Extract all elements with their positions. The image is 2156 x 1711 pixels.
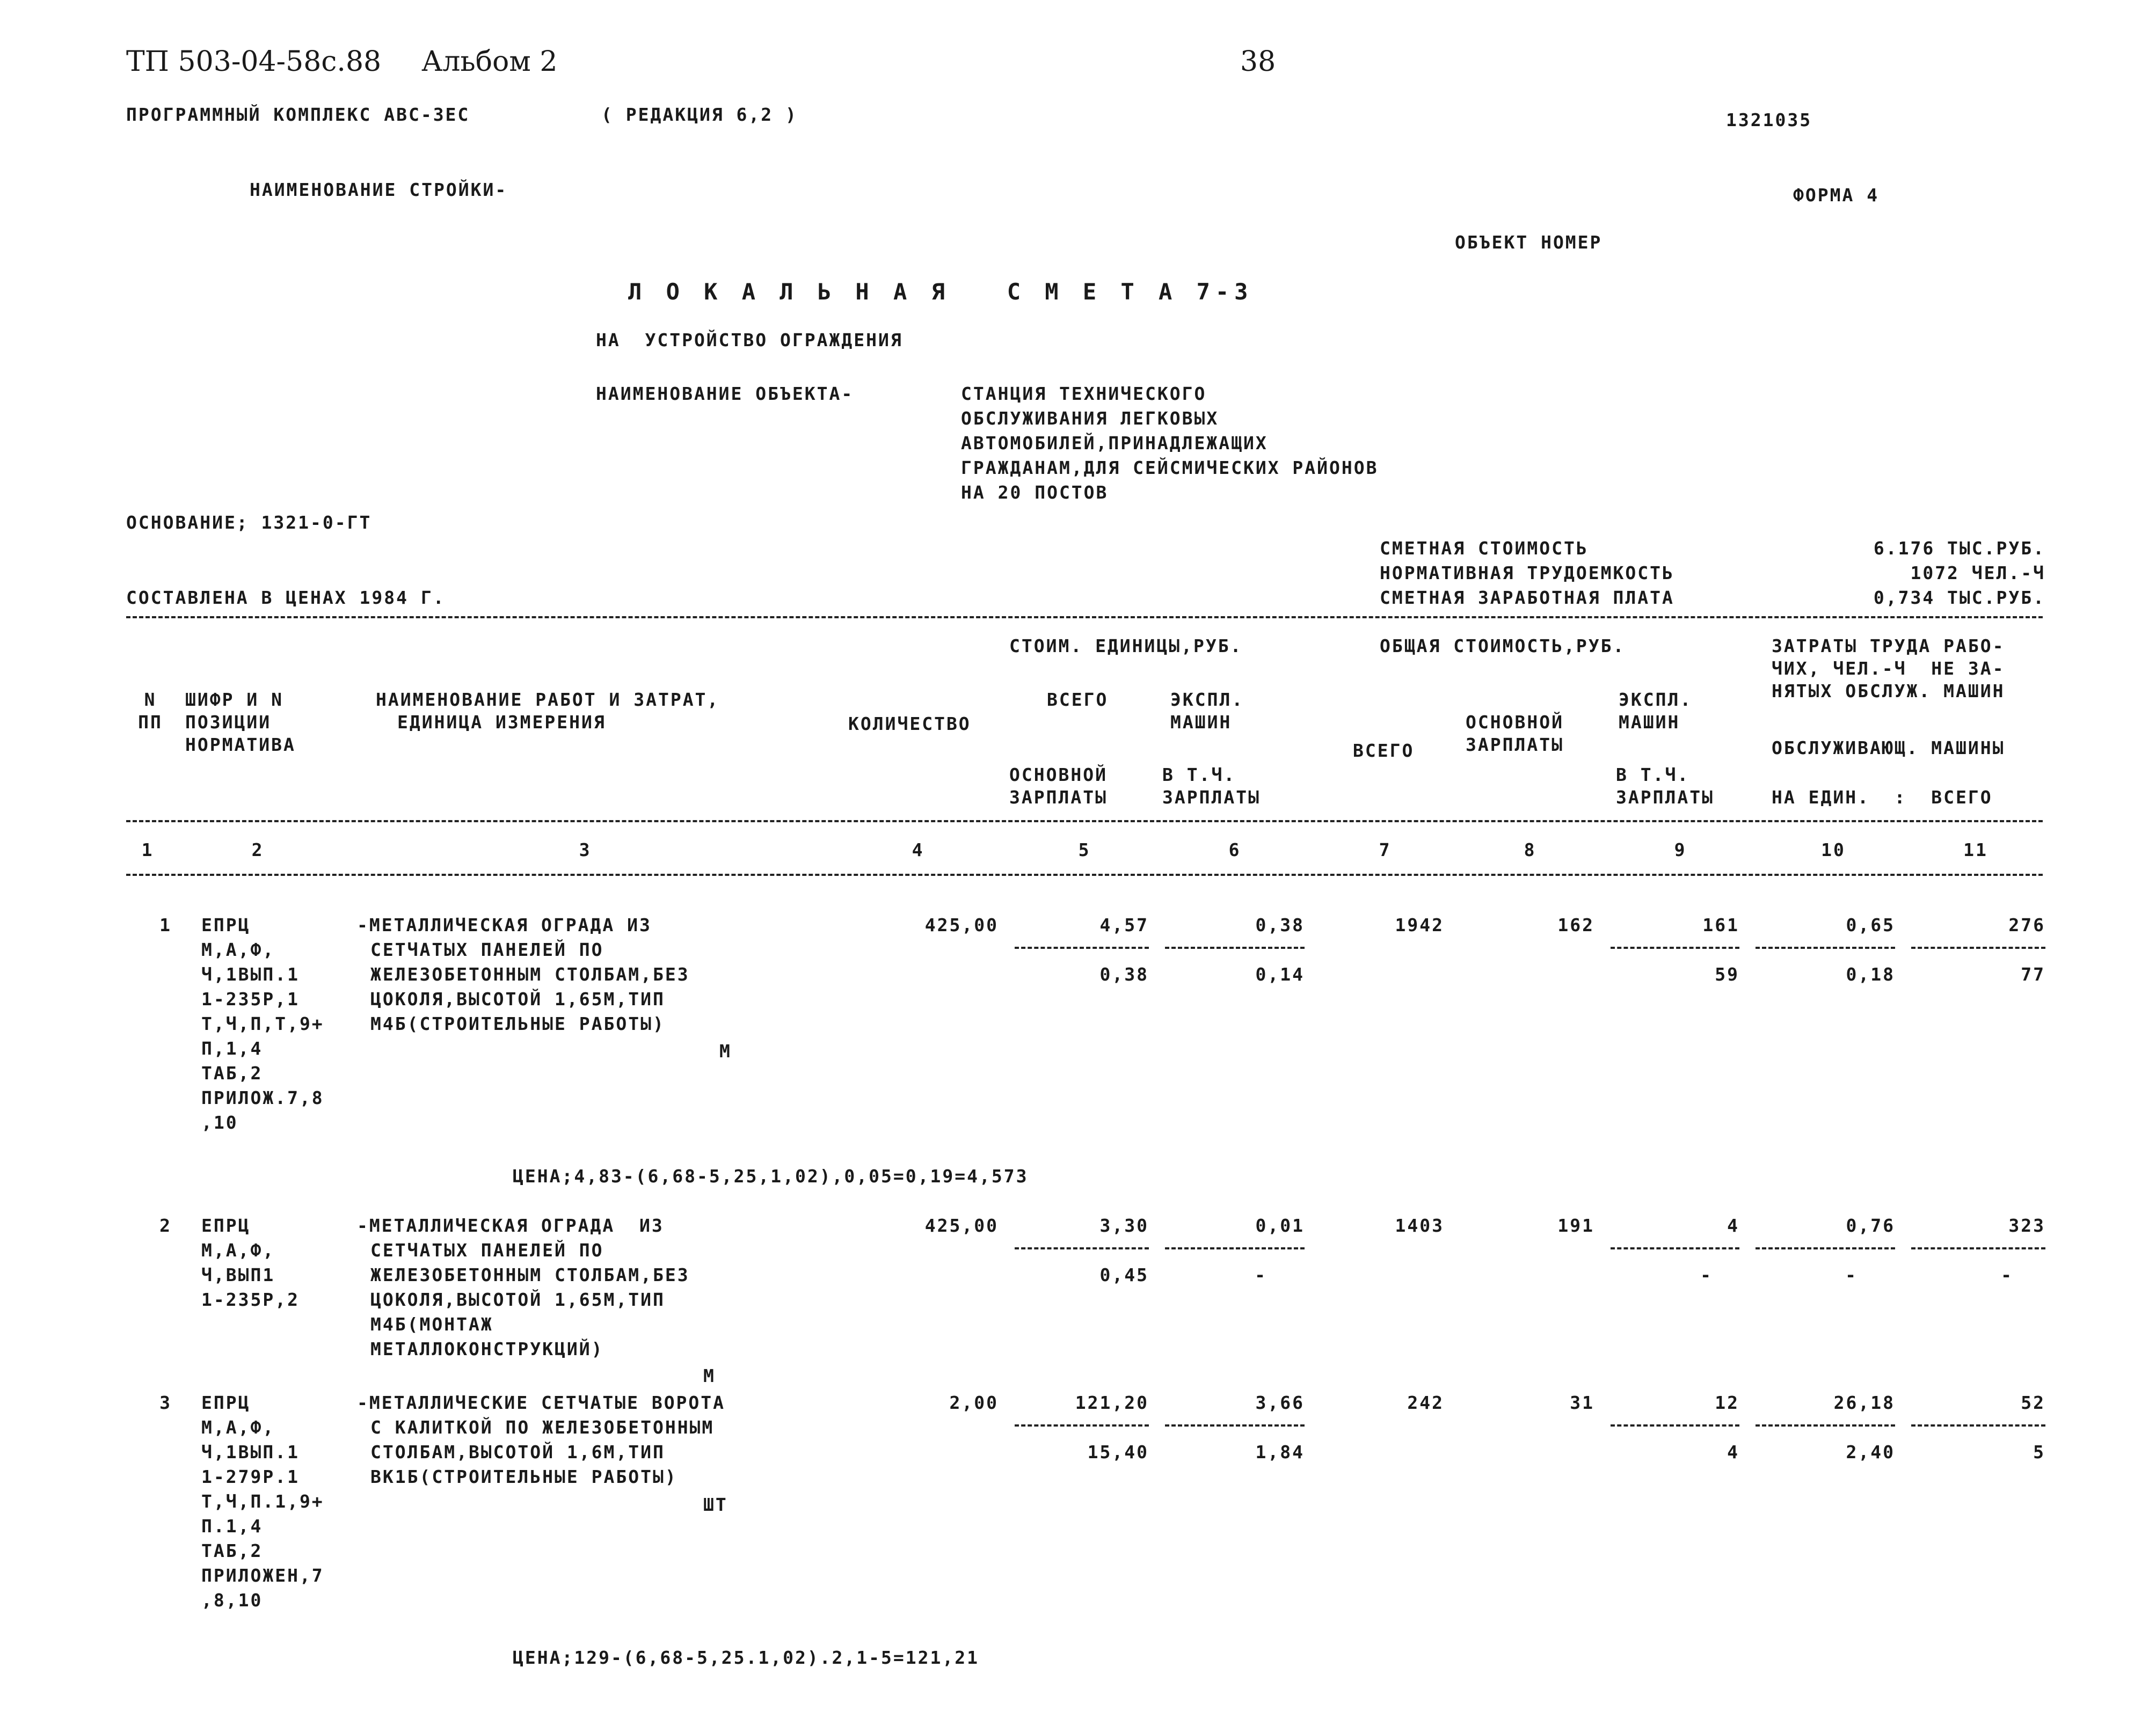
row-code: ,8,10 <box>201 1590 263 1611</box>
header-unit-expl: ЭКСПЛ. <box>1170 689 1244 710</box>
cell-divider <box>1015 1424 1149 1427</box>
cell-divider <box>1015 947 1149 949</box>
header-n: ПП <box>138 712 163 733</box>
row-labor-unit: 0,65 <box>1846 915 1895 935</box>
row-unit-total: 3,30 <box>1099 1215 1149 1236</box>
cell-divider <box>1611 947 1739 949</box>
program-name: ПРОГРАММНЫЙ КОМПЛЕКС АВС-3ЕС <box>126 104 470 125</box>
summary-value: 0,734 ТЫС.РУБ. <box>1873 587 2045 608</box>
album-label: Альбом 2 <box>421 46 558 78</box>
object-number-label: ОБЪЕКТ НОМЕР <box>1455 232 1603 253</box>
header-labor: ЧИХ, ЧЕЛ.-Ч НЕ ЗА- <box>1772 658 2005 679</box>
construction-label: НАИМЕНОВАНИЕ СТРОЙКИ- <box>250 179 508 200</box>
row-code: Ч,ВЫП1 <box>201 1264 275 1285</box>
cell-divider <box>1611 1247 1739 1249</box>
header-unit-total: ВСЕГО <box>1047 689 1109 710</box>
row-code: ПРИЛОЖЕН,7 <box>201 1565 324 1586</box>
price-note: ЦЕНА;129-(6,68-5,25.1,02).2,1-5=121,21 <box>513 1647 979 1668</box>
row-code: М,А,Ф, <box>201 1417 275 1438</box>
header-total: ВСЕГО <box>1353 740 1415 761</box>
row-total: 242 <box>1407 1392 1444 1413</box>
row-code: Т,Ч,П.1,9+ <box>201 1491 324 1512</box>
column-number: 10 <box>1821 839 1846 860</box>
row-code: ТАБ,2 <box>201 1063 263 1084</box>
row-unit-incl-wage: - <box>1255 1264 1267 1285</box>
row-unit-expl: 0,01 <box>1255 1215 1305 1236</box>
row-code: ЕПРЦ <box>201 915 251 935</box>
row-labor-unit-b: 2,40 <box>1846 1442 1895 1463</box>
cell-divider <box>1911 1424 2045 1427</box>
cell-divider <box>1015 1247 1149 1249</box>
row-code: 1-235Р,2 <box>201 1289 300 1310</box>
column-number: 7 <box>1379 839 1392 860</box>
column-number: 8 <box>1524 839 1536 860</box>
object-line: НА 20 ПОСТОВ <box>961 482 1109 503</box>
object-line: ГРАЖДАНАМ,ДЛЯ СЕЙСМИЧЕСКИХ РАЙОНОВ <box>961 457 1379 478</box>
header-name: НАИМЕНОВАНИЕ РАБОТ И ЗАТРАТ, <box>376 689 720 710</box>
row-code: ,10 <box>201 1112 238 1133</box>
header-base-wage: ЗАРПЛАТЫ <box>1466 734 1564 755</box>
row-unit: М <box>703 1365 716 1386</box>
row-unit-expl: 0,38 <box>1255 915 1305 935</box>
row-labor-unit-b: - <box>1845 1264 1858 1285</box>
row-code: 1-279Р.1 <box>201 1466 300 1487</box>
row-unit-base-wage: 0,45 <box>1099 1264 1149 1285</box>
column-number: 5 <box>1078 839 1091 860</box>
cell-divider <box>1756 1247 1895 1249</box>
price-note: ЦЕНА;4,83-(6,68-5,25,1,02),0,05=0,19=4,573 <box>513 1166 1029 1187</box>
header-expl-wage: В Т.Ч. <box>1616 764 1690 785</box>
form-label: ФОРМА 4 <box>1793 185 1880 206</box>
row-code: ПРИЛОЖ.7,8 <box>201 1087 324 1108</box>
row-unit-total: 4,57 <box>1099 915 1149 935</box>
row-name: -МЕТАЛЛИЧЕСКАЯ ОГРАДА ИЗ <box>357 915 652 935</box>
row-name: СЕТЧАТЫХ ПАНЕЛЕЙ ПО <box>370 939 604 960</box>
row-labor-total-b: - <box>2001 1264 2013 1285</box>
header-quantity: КОЛИЧЕСТВО <box>848 713 971 734</box>
row-code: ЕПРЦ <box>201 1392 251 1413</box>
cell-divider <box>1911 947 2045 949</box>
row-name: СЕТЧАТЫХ ПАНЕЛЕЙ ПО <box>370 1240 604 1261</box>
row-name: М4Б(СТРОИТЕЛЬНЫЕ РАБОТЫ) <box>370 1013 665 1034</box>
header-total-cost: ОБЩАЯ СТОИМОСТЬ,РУБ. <box>1380 635 1626 656</box>
row-code: 1-235Р,1 <box>201 989 300 1010</box>
row-quantity: 425,00 <box>924 915 999 935</box>
page-number: 38 <box>1240 46 1276 78</box>
cell-divider <box>1756 1424 1895 1427</box>
row-unit-incl-wage: 0,14 <box>1255 964 1305 985</box>
row-name: С КАЛИТКОЙ ПО ЖЕЛЕЗОБЕТОННЫМ <box>370 1417 715 1438</box>
header-base-wage: ОСНОВНОЙ <box>1466 712 1564 733</box>
row-name: СТОЛБАМ,ВЫСОТОЙ 1,6М,ТИП <box>370 1442 665 1463</box>
row-name: ЦОКОЛЯ,ВЫСОТОЙ 1,65М,ТИП <box>370 1289 665 1310</box>
column-number: 6 <box>1228 839 1241 860</box>
row-code: Ч,1ВЫП.1 <box>201 964 300 985</box>
document-code: 1321035 <box>1726 109 1812 130</box>
header-unit-base-wage: ОСНОВНОЙ <box>1009 764 1108 785</box>
column-number: 9 <box>1674 839 1687 860</box>
cell-divider <box>1756 947 1895 949</box>
cell-divider <box>1165 1247 1305 1249</box>
header-unit-incl-wage: В Т.Ч. <box>1162 764 1236 785</box>
row-total: 1942 <box>1395 915 1444 935</box>
row-code: М,А,Ф, <box>201 1240 275 1261</box>
summary-label: НОРМАТИВНАЯ ТРУДОЕМКОСТЬ <box>1380 562 1674 583</box>
row-unit: ШТ <box>703 1494 728 1515</box>
row-unit: М <box>719 1041 732 1062</box>
object-label: НАИМЕНОВАНИЕ ОБЪЕКТА- <box>596 383 854 404</box>
row-name: ЖЕЛЕЗОБЕТОННЫМ СТОЛБАМ,БЕЗ <box>370 1264 690 1285</box>
row-code: Ч,1ВЫП.1 <box>201 1442 300 1463</box>
row-labor-total: 52 <box>2021 1392 2045 1413</box>
row-expl: 12 <box>1715 1392 1739 1413</box>
summary-value: 6.176 ТЫС.РУБ. <box>1873 538 2045 559</box>
cell-divider <box>1165 1424 1305 1427</box>
summary-label: СМЕТНАЯ СТОИМОСТЬ <box>1380 538 1589 559</box>
header-unit-expl: МАШИН <box>1170 712 1232 733</box>
summary-value: 1072 ЧЕЛ.-Ч <box>1910 562 2045 583</box>
cell-divider <box>1611 1424 1739 1427</box>
column-number: 3 <box>579 839 592 860</box>
row-quantity: 2,00 <box>949 1392 999 1413</box>
row-code: П,1,4 <box>201 1038 263 1059</box>
row-expl-wage: - <box>1700 1264 1713 1285</box>
header-unit-base-wage: ЗАРПЛАТЫ <box>1009 787 1108 808</box>
column-number: 11 <box>1963 839 1988 860</box>
column-number: 2 <box>251 839 264 860</box>
row-unit-base-wage: 15,40 <box>1087 1442 1149 1463</box>
prices-year: СОСТАВЛЕНА В ЦЕНАХ 1984 Г. <box>126 587 446 608</box>
row-labor-total: 276 <box>2008 915 2045 935</box>
row-base-wage: 191 <box>1557 1215 1594 1236</box>
row-code: ЕПРЦ <box>201 1215 251 1236</box>
header-code: ПОЗИЦИИ <box>185 712 272 733</box>
table-rule <box>126 874 2043 876</box>
row-code: Т,Ч,П,Т,9+ <box>201 1013 324 1034</box>
estimate-title: Л О К А Л Ь Н А Я С М Е Т А 7-3 <box>628 279 1254 305</box>
cell-divider <box>1165 947 1305 949</box>
header-labor: ЗАТРАТЫ ТРУДА РАБО- <box>1772 635 2005 656</box>
row-expl-wage: 59 <box>1715 964 1739 985</box>
program-revision: ( РЕДАКЦИЯ 6,2 ) <box>601 104 798 125</box>
summary-label: СМЕТНАЯ ЗАРАБОТНАЯ ПЛАТА <box>1380 587 1674 608</box>
column-number: 4 <box>912 839 924 860</box>
row-name: ЦОКОЛЯ,ВЫСОТОЙ 1,65М,ТИП <box>370 989 665 1010</box>
row-name: ВК1Б(СТРОИТЕЛЬНЫЕ РАБОТЫ) <box>370 1466 678 1487</box>
row-expl: 161 <box>1702 915 1739 935</box>
header-labor: НЯТЫХ ОБСЛУЖ. МАШИН <box>1772 681 2005 701</box>
row-name: ЖЕЛЕЗОБЕТОННЫМ СТОЛБАМ,БЕЗ <box>370 964 690 985</box>
row-name: М4Б(МОНТАЖ <box>370 1314 493 1335</box>
row-labor-total: 323 <box>2008 1215 2045 1236</box>
basis-label: ОСНОВАНИЕ; 1321-0-ГТ <box>126 512 372 533</box>
table-rule <box>126 616 2043 618</box>
header-unit-cost: СТОИМ. ЕДИНИЦЫ,РУБ. <box>1009 635 1243 656</box>
header-unit-incl-wage: ЗАРПЛАТЫ <box>1162 787 1261 808</box>
header-n: N <box>144 689 157 710</box>
header-expl: ЭКСПЛ. <box>1619 689 1693 710</box>
table-rule <box>126 820 2043 822</box>
row-labor-unit: 0,76 <box>1846 1215 1895 1236</box>
document-id: ТП 503-04-58с.88 <box>126 46 382 78</box>
header-expl-wage: ЗАРПЛАТЫ <box>1616 787 1714 808</box>
header-name: ЕДИНИЦА ИЗМЕРЕНИЯ <box>397 712 606 733</box>
row-quantity: 425,00 <box>924 1215 999 1236</box>
row-number: 1 <box>159 915 172 935</box>
header-code: НОРМАТИВА <box>185 734 296 755</box>
row-name: -МЕТАЛЛИЧЕСКИЕ СЕТЧАТЫЕ ВОРОТА <box>357 1392 726 1413</box>
row-unit-base-wage: 0,38 <box>1099 964 1149 985</box>
header-labor: НА ЕДИН. : ВСЕГО <box>1772 787 1993 808</box>
estimate-subtitle: НА УСТРОЙСТВО ОГРАЖДЕНИЯ <box>596 330 903 350</box>
row-number: 2 <box>159 1215 172 1236</box>
row-unit-total: 121,20 <box>1075 1392 1149 1413</box>
header-labor: ОБСЛУЖИВАЮЩ. МАШИНЫ <box>1772 737 2005 758</box>
row-base-wage: 31 <box>1570 1392 1594 1413</box>
row-code: ТАБ,2 <box>201 1540 263 1561</box>
object-line: АВТОМОБИЛЕЙ,ПРИНАДЛЕЖАЩИХ <box>961 433 1268 454</box>
header-code: ШИФР И N <box>185 689 283 710</box>
object-line: СТАНЦИЯ ТЕХНИЧЕСКОГО <box>961 383 1207 404</box>
row-base-wage: 162 <box>1557 915 1594 935</box>
row-unit-expl: 3,66 <box>1255 1392 1305 1413</box>
row-number: 3 <box>159 1392 172 1413</box>
object-line: ОБСЛУЖИВАНИЯ ЛЕГКОВЫХ <box>961 408 1219 429</box>
row-labor-unit: 26,18 <box>1833 1392 1895 1413</box>
row-code: П.1,4 <box>201 1516 263 1537</box>
column-number: 1 <box>141 839 154 860</box>
row-expl: 4 <box>1727 1215 1739 1236</box>
row-total: 1403 <box>1395 1215 1444 1236</box>
row-labor-unit-b: 0,18 <box>1846 964 1895 985</box>
row-code: М,А,Ф, <box>201 939 275 960</box>
row-expl-wage: 4 <box>1727 1442 1739 1463</box>
cell-divider <box>1911 1247 2045 1249</box>
row-unit-incl-wage: 1,84 <box>1255 1442 1305 1463</box>
header-expl: МАШИН <box>1619 712 1680 733</box>
row-labor-total-b: 5 <box>2033 1442 2045 1463</box>
row-labor-total-b: 77 <box>2021 964 2045 985</box>
row-name: МЕТАЛЛОКОНСТРУКЦИЙ) <box>370 1339 604 1359</box>
row-name: -МЕТАЛЛИЧЕСКАЯ ОГРАДА ИЗ <box>357 1215 664 1236</box>
